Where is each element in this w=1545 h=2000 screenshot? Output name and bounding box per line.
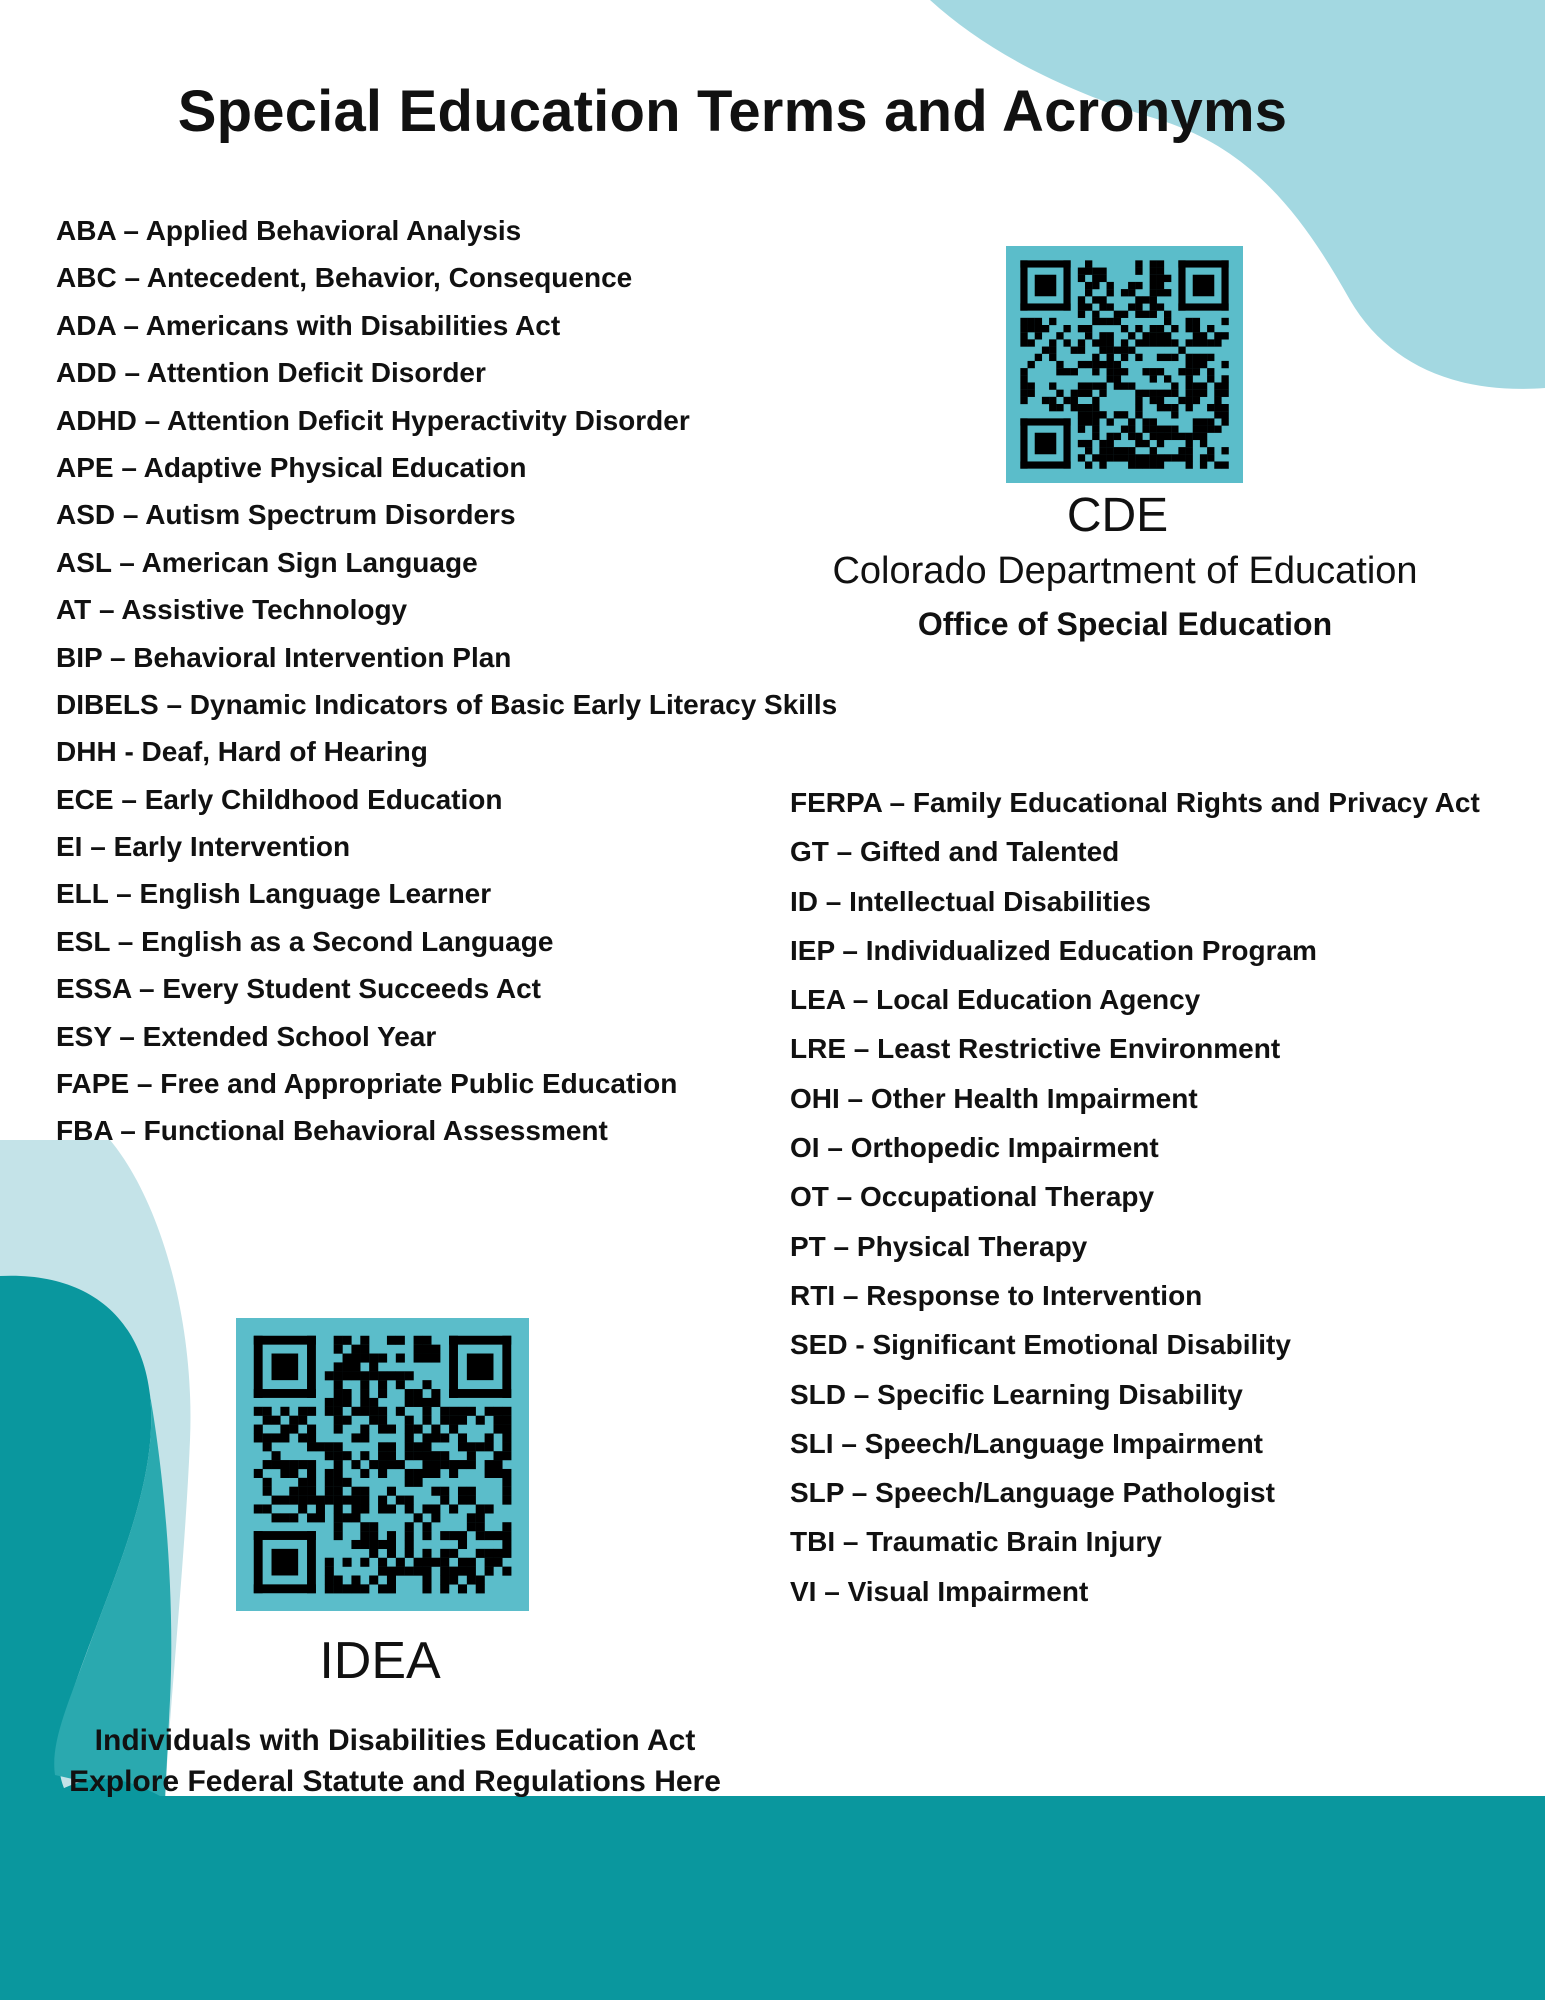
term-item: FERPA – Family Educational Rights and Privacy Act (790, 787, 1480, 818)
term-item: SLD – Specific Learning Disability (790, 1378, 1243, 1410)
idea-full-name: Individuals with Disabilities Education Act (94, 1724, 696, 1757)
right-term-list (790, 778, 1480, 1616)
term-item: ESL – English as a Second Language (56, 925, 554, 957)
cde-full-name: Colorado Department of Education (832, 550, 1418, 592)
term-item: OI – Orthopedic Impairment (790, 1132, 1159, 1164)
term-item: DHH - Deaf, Hard of Hearing (56, 736, 428, 768)
term-item: LRE – Least Restrictive Environment (790, 1033, 1281, 1065)
term-item: SED - Significant Emotional Disability (790, 1329, 1291, 1361)
term-item: TBI – Traumatic Brain Injury (790, 1526, 1162, 1558)
idea-abbreviation: IDEA (319, 1632, 441, 1690)
term-item: ABC – Antecedent, Behavior, Consequence (56, 262, 633, 294)
term-item: GT – Gifted and Talented (790, 836, 1120, 868)
term-item: LEA – Local Education Agency (790, 984, 1201, 1016)
term-item: ADHD – Attention Deficit Hyperactivity Disorder (56, 404, 690, 436)
term-item: ADA – Americans with Disabilities Act (56, 309, 561, 341)
idea-qr-code-icon[interactable] (236, 1318, 529, 1611)
left-term-list (56, 207, 837, 1155)
cde-info (760, 488, 1490, 648)
term-item: PT – Physical Therapy (790, 1230, 1088, 1262)
cde-office-name: Office of Special Education (917, 606, 1333, 642)
term-item: ESY – Extended School Year (56, 1020, 437, 1052)
term-item: ABA – Applied Behavioral Analysis (56, 215, 522, 246)
term-item: ASD – Autism Spectrum Disorders (56, 499, 516, 531)
term-item: AT – Assistive Technology (56, 594, 408, 626)
term-item: ASL – American Sign Language (56, 546, 478, 578)
term-item: ESSA – Every Student Succeeds Act (56, 973, 541, 1005)
term-item: VI – Visual Impairment (790, 1575, 1089, 1607)
term-item: IEP – Individualized Education Program (790, 934, 1317, 966)
cde-abbreviation: CDE (1066, 489, 1169, 542)
page-title: Special Education Terms and Acronyms (177, 79, 1288, 144)
term-item: EI – Early Intervention (56, 831, 351, 863)
term-item: RTI – Response to Intervention (790, 1279, 1203, 1311)
idea-info (30, 1630, 760, 1802)
term-item: DIBELS – Dynamic Indicators of Basic Early Literacy Skills (56, 688, 838, 720)
term-item: ADD – Attention Deficit Disorder (56, 357, 486, 389)
term-item: BIP – Behavioral Intervention Plan (56, 641, 512, 673)
term-item: OHI – Other Health Impairment (790, 1082, 1198, 1114)
term-item: FBA – Functional Behavioral Assessment (56, 1115, 608, 1147)
term-item: ID – Intellectual Disabilities (790, 885, 1152, 917)
term-item: ELL – English Language Learner (56, 878, 492, 910)
term-item: SLI – Speech/Language Impairment (790, 1427, 1264, 1459)
term-item: ECE – Early Childhood Education (56, 783, 503, 815)
bottom-band (0, 1796, 1545, 2000)
idea-regulations-link[interactable]: Explore Federal Statute and Regulations Here (69, 1765, 721, 1798)
term-item: SLP – Speech/Language Pathologist (790, 1477, 1275, 1509)
term-item: OT – Occupational Therapy (790, 1181, 1155, 1213)
term-item: FAPE – Free and Appropriate Public Education (56, 1068, 678, 1100)
cde-qr-code-icon[interactable] (1006, 246, 1243, 483)
term-item: APE – Adaptive Physical Education (56, 451, 527, 483)
